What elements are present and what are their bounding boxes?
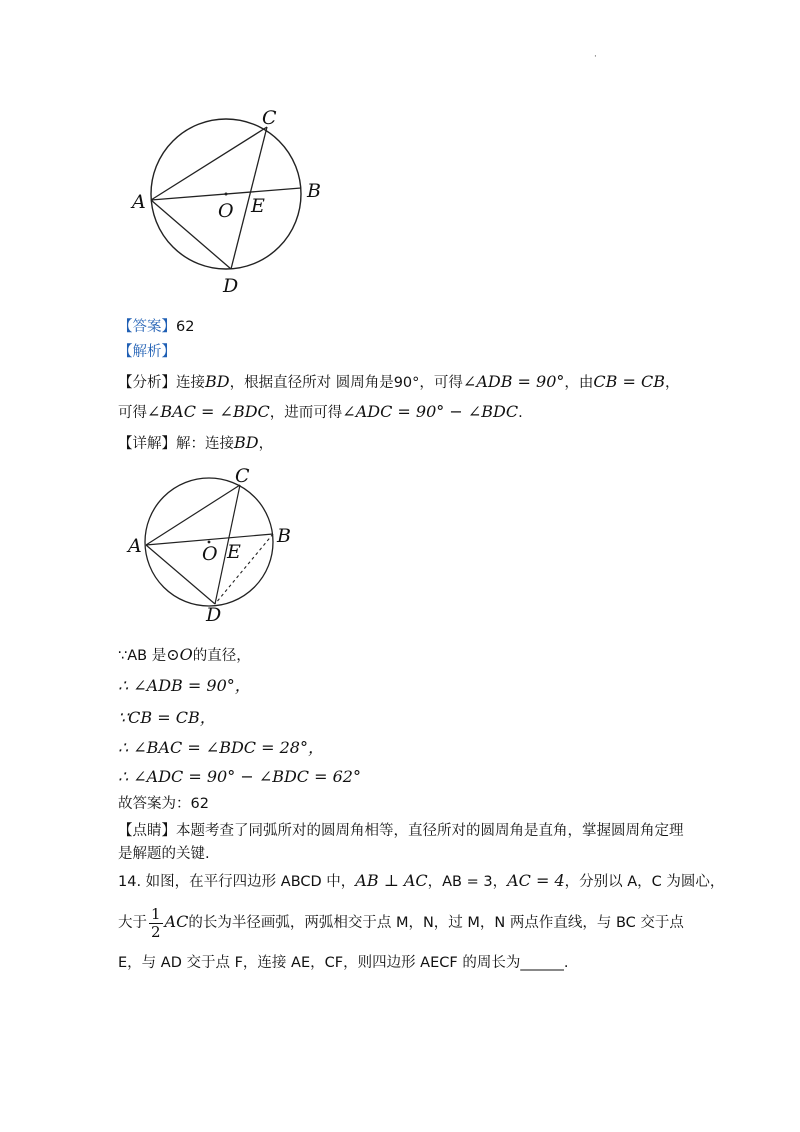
fenxi-text-1d: ，: [664, 375, 680, 391]
q14-text-2a: 大于: [118, 915, 147, 931]
math-arc-eq: CB = CB: [593, 372, 665, 391]
math-ab-perp-ac: AB ⊥ AC: [355, 871, 428, 890]
label-e: E: [251, 195, 265, 217]
xiangjie-tag: 【详解】: [118, 436, 176, 452]
xiangjie-text: 解：连接: [176, 436, 234, 452]
figure-circle-2: [122, 462, 302, 627]
fenxi-line-2: [118, 401, 523, 424]
label-d-2: D: [206, 604, 222, 626]
answer-line: [118, 316, 194, 338]
label-b: B: [307, 180, 321, 202]
fenxi-text-1b: ，根据直径所对 圆周角是90°，可得: [229, 375, 463, 391]
math-bd: BD: [205, 372, 230, 391]
q14-text-1c: ，分别以 A，C 为圆心，: [564, 874, 725, 890]
fenxi-tag: 【分析】: [118, 375, 176, 391]
answer-value: 62: [176, 319, 195, 335]
chord-ac: [151, 127, 267, 200]
label-e-2: E: [227, 541, 241, 563]
xiangjie-line: [118, 432, 273, 455]
label-a-2: A: [128, 535, 142, 557]
label-o-2: O: [202, 543, 218, 565]
figure-circle-1: [120, 100, 340, 300]
math-bac-eq: ∠BAC = ∠BDC: [147, 402, 270, 421]
label-d: D: [223, 275, 239, 297]
fenxi-line-1: [118, 371, 679, 394]
fenxi-text-2c: .: [518, 405, 523, 421]
step-2: ∴ ∠ADB = 90°，: [118, 676, 251, 695]
fraction-denominator: 2: [151, 922, 161, 941]
dianjing-text-1: 本题考查了同弧所对的圆周角相等，直径所对的圆周角是直角，掌握圆周角定理: [176, 823, 684, 839]
step-1b: 的直径，: [192, 648, 251, 664]
label-b-2: B: [277, 525, 291, 547]
chord-bd-dashed: [215, 534, 273, 604]
step-3: ∵CB = CB，: [118, 708, 216, 727]
step-1: [118, 644, 251, 667]
q14-line-3: E，与 AD 交于点 F，连接 AE，CF，则四边形 AECF 的周长为______.: [118, 955, 569, 971]
dianjing-line-2: 是解题的关键.: [118, 846, 210, 862]
label-c: C: [262, 107, 277, 129]
fraction-one-half: [149, 906, 163, 941]
answer-tag: 【答案】: [118, 319, 176, 335]
step-1a: ∵AB 是: [118, 648, 167, 664]
step-6: 故答案为：62: [118, 796, 209, 812]
math-adc-eq: ∠ADC = 90° − ∠BDC: [342, 402, 519, 421]
step-5: ∴ ∠ADC = 90° − ∠BDC = 62°: [118, 767, 361, 786]
math-adb-eq: ∠ADB = 90°: [462, 372, 565, 391]
fenxi-text-2b: ，进而可得: [269, 405, 343, 421]
center-dot: [225, 193, 228, 196]
label-o: O: [218, 200, 234, 222]
xiangjie-end: ，: [258, 436, 274, 452]
dianjing-tag: 【点睛】: [118, 823, 176, 839]
q14-text-1a: 14. 如图，在平行四边形 ABCD 中，: [118, 874, 356, 890]
fenxi-text-2a: 可得: [118, 405, 147, 421]
analysis-tag: 【解析】: [118, 344, 176, 360]
q14-line-2: [118, 902, 684, 943]
q14-text-1b: ，AB = 3，: [427, 874, 508, 890]
fenxi-text-1c: ，由: [564, 375, 594, 391]
math-circle-o: ⊙O: [166, 645, 193, 664]
math-ac: AC: [164, 912, 189, 931]
dianjing-line-1: [118, 820, 684, 842]
fenxi-text-1a: 连接: [176, 375, 205, 391]
chord-ac-2: [146, 485, 240, 545]
label-a: A: [132, 191, 146, 213]
q14-line-1: [118, 870, 724, 893]
math-bd-2: BD: [234, 433, 259, 452]
step-4: ∴ ∠BAC = ∠BDC = 28°，: [118, 738, 324, 757]
fraction-numerator: 1: [151, 904, 161, 923]
label-c-2: C: [235, 465, 250, 487]
page-corner-mark: ·: [594, 52, 597, 62]
q14-text-2b: 的长为半径画弧，两弧相交于点 M，N，过 M，N 两点作直线，与 BC 交于点: [188, 915, 684, 931]
math-ac-eq-4: AC = 4: [507, 871, 565, 890]
